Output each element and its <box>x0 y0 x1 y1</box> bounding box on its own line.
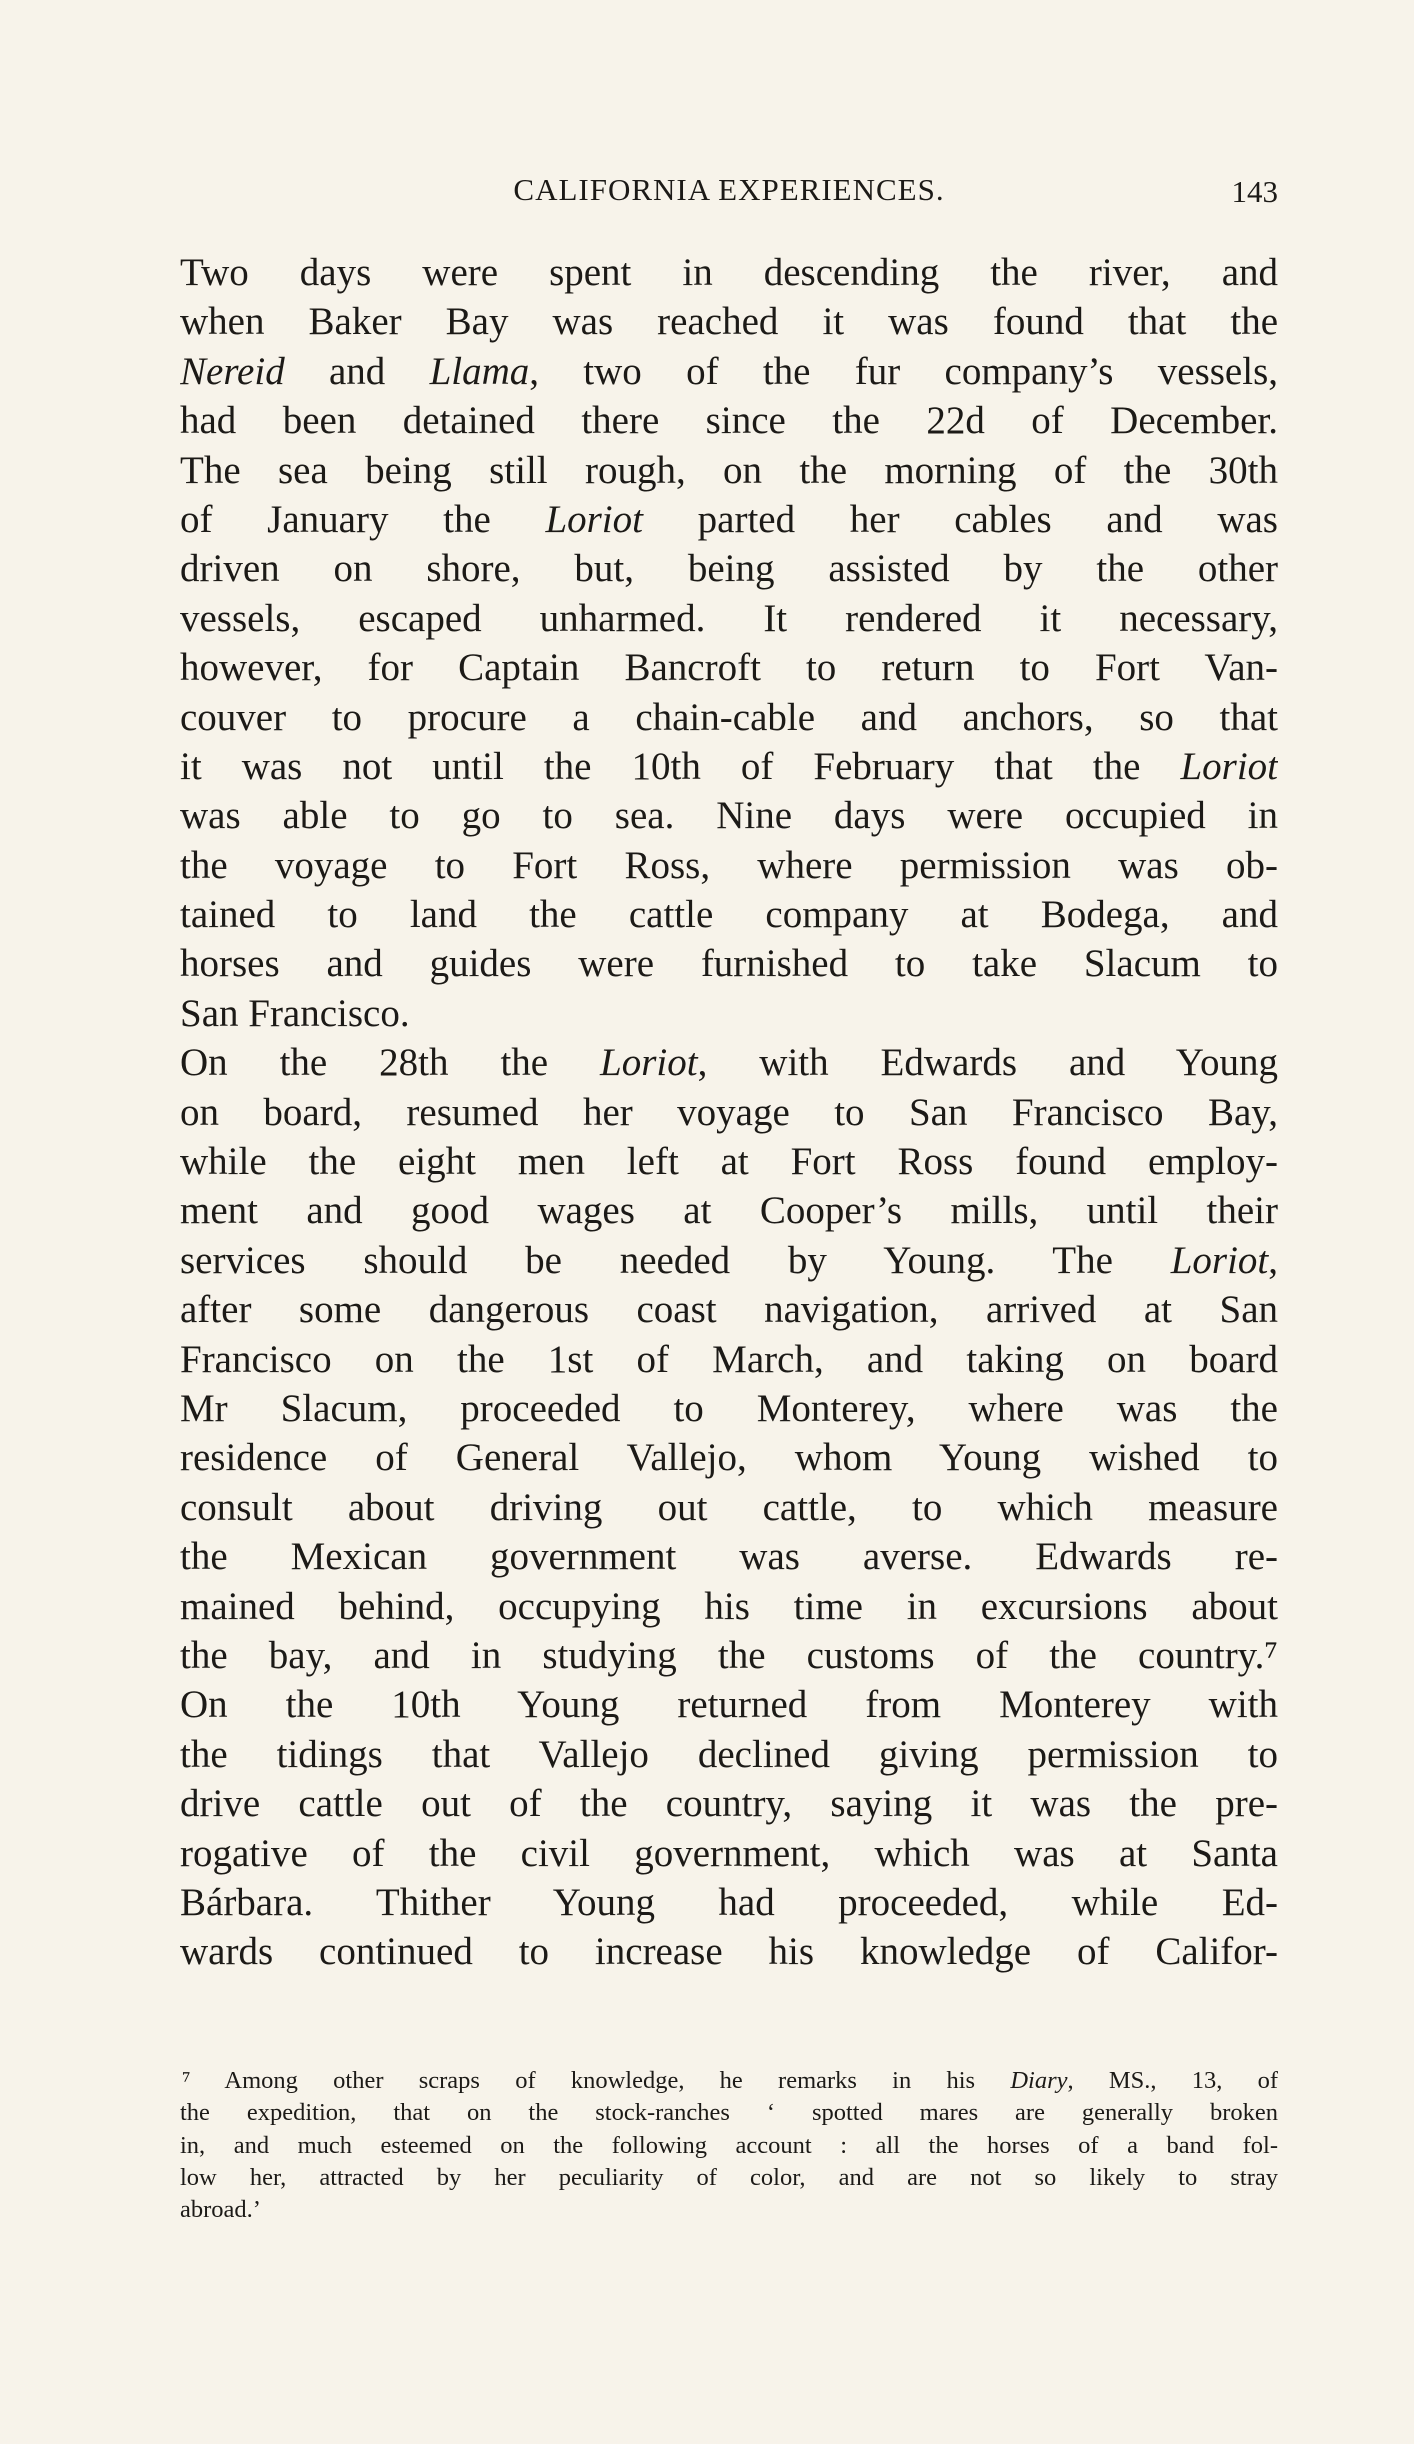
text-line: The sea being still rough, on the morning of the 30th <box>180 448 1278 492</box>
text-line: however, for Captain Bancroft to return to Fort Van- <box>180 646 1278 690</box>
body-text <box>180 248 1278 1977</box>
text-line: vessels, escaped unharmed. It rendered it necessary, <box>180 596 1278 640</box>
page-header <box>180 172 1278 212</box>
text-line: the Mexican government was averse. Edwards re- <box>180 1535 1278 1579</box>
footnote-line: ⁷ Among other scraps of knowledge, he remarks in his Diary, MS., 13, of <box>182 2067 1278 2094</box>
running-head: CALIFORNIA EXPERIENCES. <box>513 172 945 207</box>
text-line: the voyage to Fort Ross, where permission was ob- <box>180 843 1278 887</box>
text-line: while the eight men left at Fort Ross found employ- <box>180 1140 1278 1184</box>
text-line: it was not until the 10th of February that the Loriot <box>180 744 1278 788</box>
text-line: tained to land the cattle company at Bodega, and <box>180 893 1278 937</box>
text-line: Mr Slacum, proceeded to Monterey, where was the <box>180 1386 1278 1430</box>
text-line: after some dangerous coast navigation, arrived at San <box>180 1288 1278 1332</box>
text-line: the bay, and in studying the customs of the country.⁷ <box>180 1633 1278 1677</box>
text-line: On the 10th Young returned from Monterey with <box>180 1683 1278 1727</box>
text-line: had been detained there since the 22d of December. <box>180 399 1278 443</box>
text-line: wards continued to increase his knowledge of Califor- <box>180 1930 1278 1974</box>
footnote-line: the expedition, that on the stock-ranches ‘ spotted mares are generally broken <box>180 2099 1278 2127</box>
text-line: on board, resumed her voyage to San Francisco Bay, <box>180 1090 1278 1134</box>
text-line: San Francisco. <box>180 991 410 1035</box>
text-line: ment and good wages at Cooper’s mills, until their <box>180 1189 1278 1233</box>
text-line: drive cattle out of the country, saying it was the pre- <box>180 1782 1278 1826</box>
text-line: Francisco on the 1st of March, and taking on board <box>180 1337 1278 1381</box>
footnote-line: abroad.’ <box>180 2196 261 2224</box>
text-line: mained behind, occupying his time in excursions about <box>180 1584 1278 1628</box>
text-line: consult about driving out cattle, to which measure <box>180 1485 1278 1529</box>
text-line: couver to procure a chain-cable and anchors, so that <box>180 695 1278 739</box>
text-line: On the 28th the Loriot, with Edwards and Young <box>180 1041 1278 1085</box>
text-line: residence of General Vallejo, whom Young wished to <box>180 1436 1278 1480</box>
footnote-line: in, and much esteemed on the following account : all the horses of a band fol- <box>180 2131 1278 2159</box>
text-line: rogative of the civil government, which was at Santa <box>180 1831 1278 1875</box>
text-line: services should be needed by Young. The Loriot, <box>180 1238 1278 1282</box>
text-line: was able to go to sea. Nine days were occupied in <box>180 794 1278 838</box>
page-number: 143 <box>1231 174 1278 209</box>
text-line: of January the Loriot parted her cables and was <box>180 497 1278 541</box>
text-line: Two days were spent in descending the river, and <box>180 251 1278 294</box>
text-line: horses and guides were furnished to take Slacum to <box>180 942 1278 986</box>
text-line: Bárbara. Thither Young had proceeded, while Ed- <box>180 1880 1278 1924</box>
text-line: driven on shore, but, being assisted by the other <box>180 547 1278 591</box>
text-line: Nereid and Llama, two of the fur company’s vessels, <box>180 349 1278 393</box>
footnote-line: low her, attracted by her peculiarity of color, and are not so likely to stray <box>180 2163 1278 2191</box>
text-line: when Baker Bay was reached it was found that the <box>180 300 1278 344</box>
text-line: the tidings that Vallejo declined giving permission to <box>180 1732 1278 1776</box>
footnote <box>180 2065 1278 2226</box>
